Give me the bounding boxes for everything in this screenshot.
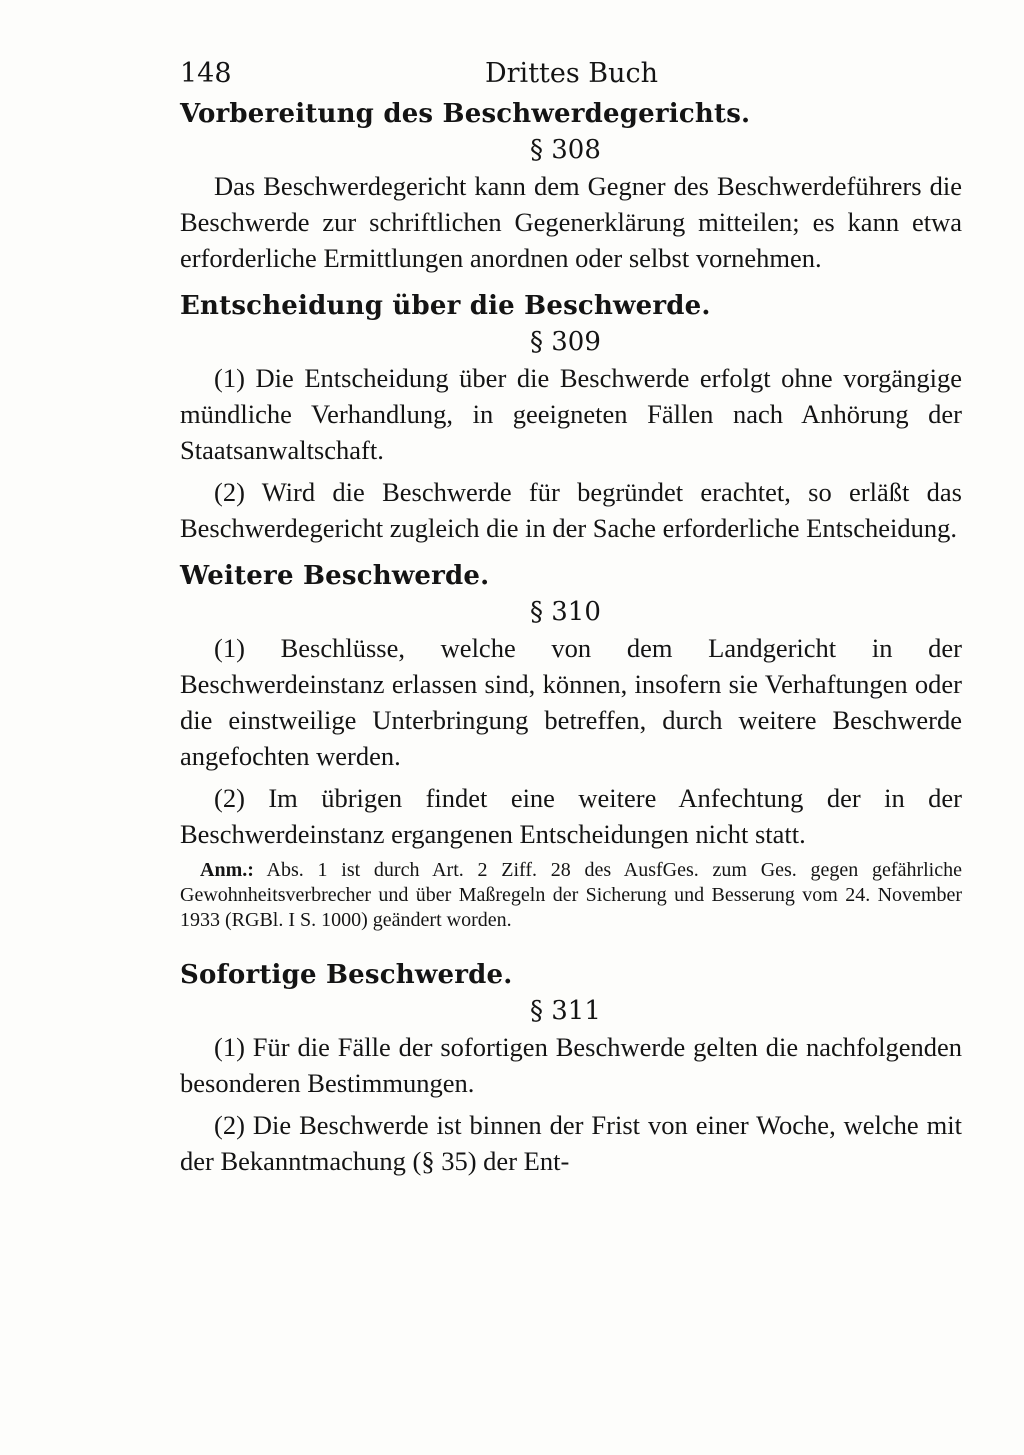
paragraph-number: § 310: [530, 597, 601, 627]
page-number: 148: [180, 58, 232, 89]
body-paragraph: (1) Beschlüsse, welche von dem Landgericht in der Beschwerdeinstanz erlassen sind, können, insofern sie Verhaftungen oder die einstweilige Unterbringung betreffen, durch weitere Beschwerde angefochten werden.: [180, 633, 962, 771]
paragraph-number: § 308: [530, 135, 601, 165]
section-heading: Vorbereitung des Beschwerdegerichts.: [180, 99, 751, 129]
book-page: [180, 50, 962, 1179]
section-heading: Weitere Beschwerde.: [180, 561, 490, 591]
note-label: Anm.:: [200, 859, 254, 881]
section-heading: Sofortige Beschwerde.: [180, 960, 513, 990]
running-title: Drittes Buch: [485, 58, 659, 89]
body-paragraph: (2) Im übrigen findet eine weitere Anfechtung der in der Beschwerdeinstanz ergangenen Entscheidungen nicht statt.: [180, 783, 962, 849]
body-paragraph: (2) Die Beschwerde ist binnen der Frist von einer Woche, welche mit der Bekanntmachung (§ 35) der Ent-: [180, 1110, 962, 1176]
paragraph-number: § 309: [530, 327, 601, 357]
paragraph-number: § 311: [530, 996, 601, 1026]
section-heading: Entscheidung über die Beschwerde.: [180, 291, 711, 321]
running-head: [180, 50, 962, 90]
annotation-note: [180, 858, 962, 933]
body-paragraph: (2) Wird die Beschwerde für begründet erachtet, so erläßt das Beschwerdegericht zugleich die in der Sache erforderliche Entscheidung.: [180, 477, 962, 543]
note-text: Abs. 1 ist durch Art. 2 Ziff. 28 des AusfGes. zum Ges. gegen gefährliche Gewohnheitsverbrecher und über Maßregeln der Sicherung und Besserung vom 24. November 1933 (RGBl. I S. 1000) geändert worden.: [180, 859, 962, 931]
body-paragraph: (1) Für die Fälle der sofortigen Beschwerde gelten die nachfolgenden besonderen Bestimmungen.: [180, 1032, 962, 1098]
body-paragraph: (1) Die Entscheidung über die Beschwerde erfolgt ohne vorgängige mündliche Verhandlung, in geeigneten Fällen nach Anhörung der Staatsanwaltschaft.: [180, 363, 962, 465]
body-paragraph: Das Beschwerdegericht kann dem Gegner des Beschwerdeführers die Beschwerde zur schriftlichen Gegenerklärung mitteilen; es kann etwa erforderliche Ermittlungen anordnen oder selbst vornehmen.: [180, 171, 962, 273]
